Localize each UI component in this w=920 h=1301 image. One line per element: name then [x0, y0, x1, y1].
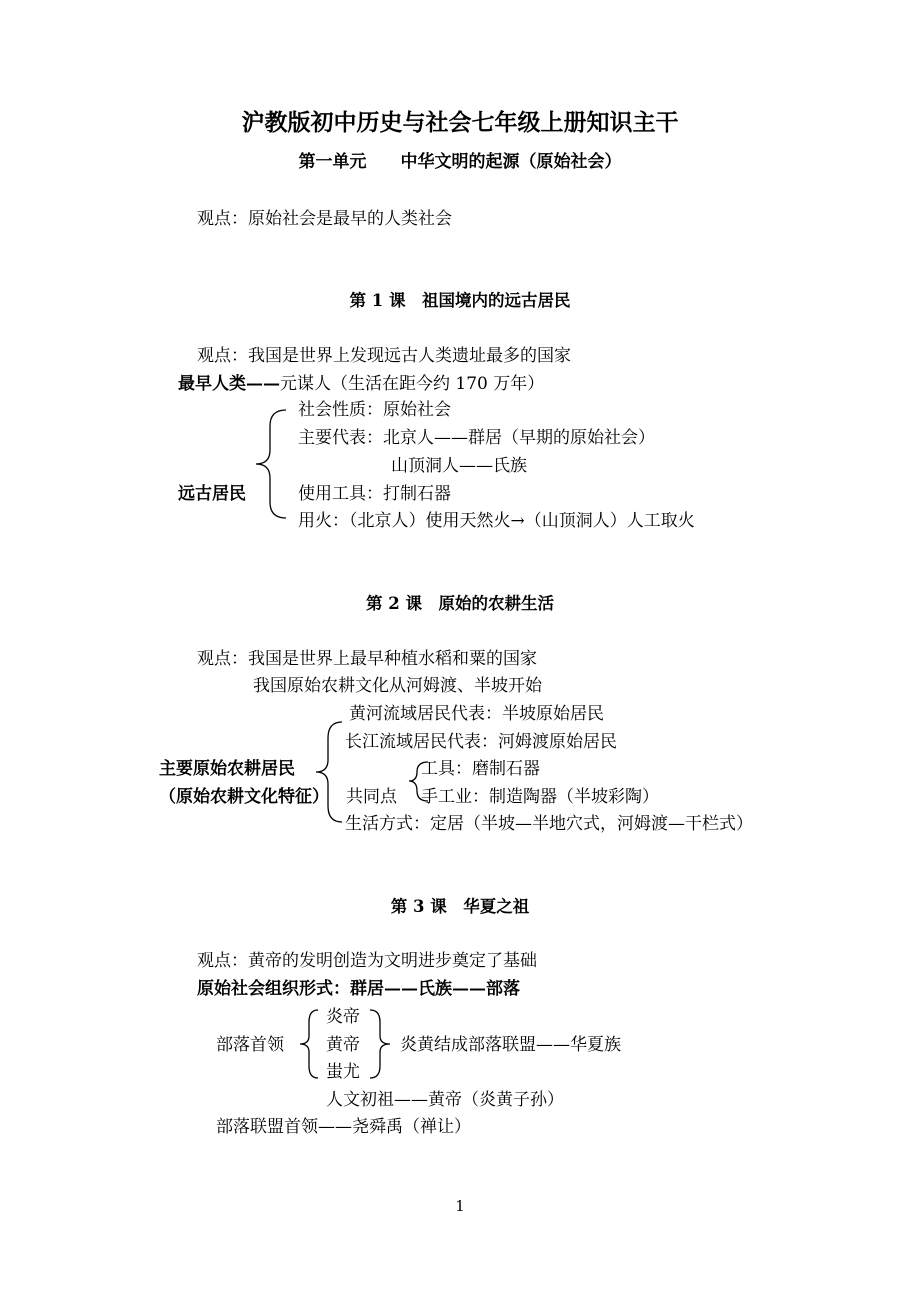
- l3-leader-yandi: 炎帝: [326, 1007, 360, 1027]
- lesson-1-title: 第 1 课 祖国境内的远古居民: [349, 291, 571, 310]
- lesson-3-viewpoint: 观点：黄帝的发明创造为文明进步奠定了基础: [197, 951, 537, 971]
- l3-alliance: 炎黄结成部落联盟——华夏族: [400, 1035, 621, 1055]
- l2-group-label-2: （原始农耕文化特征）: [159, 787, 329, 807]
- l1-item-representatives: 主要代表：北京人——群居（早期的原始社会）: [298, 428, 655, 448]
- l2-changjiang: 长江流域居民代表：河姆渡原始居民: [345, 732, 617, 752]
- l2-tools: 工具：磨制石器: [421, 759, 540, 779]
- lesson-2-title: 第 2 课 原始的农耕生活: [366, 594, 554, 613]
- l3-leader-huangdi: 黄帝: [326, 1035, 360, 1055]
- lesson-2-viewpoint-2: 我国原始农耕文化从河姆渡、半坡开始: [253, 676, 542, 696]
- l3-leaders-label: 部落首领: [216, 1035, 284, 1055]
- lesson-3-title: 第 3 课 华夏之祖: [390, 897, 530, 916]
- l2-common-label: 共同点: [346, 787, 397, 807]
- l2-handicraft: 手工业：制造陶器（半坡彩陶）: [421, 787, 659, 807]
- ancient-residents-label: 远古居民: [178, 484, 246, 504]
- l2-huanghe: 黄河流域居民代表：半坡原始居民: [349, 704, 604, 724]
- l2-lifestyle: 生活方式：定居（半坡—半地穴式，河姆渡—干栏式）: [345, 814, 753, 834]
- earliest-humans-text: 元谋人（生活在距今约 170 万年）: [280, 374, 545, 394]
- unit-viewpoint: 观点：原始社会是最早的人类社会: [197, 209, 452, 229]
- l3-leader-chiyou: 蚩尤: [326, 1062, 360, 1082]
- lesson-2-viewpoint-1: 观点：我国是世界上最早种植水稻和粟的国家: [197, 649, 537, 669]
- l1-item-tools: 使用工具：打制石器: [298, 484, 451, 504]
- l1-item-fire: 用火：（北京人）使用天然火→（山顶洞人）人工取火: [298, 511, 695, 531]
- l1-item-shandingdong: 山顶洞人——氏族: [391, 456, 527, 476]
- page-number: 1: [455, 1197, 465, 1215]
- l3-alliance-leaders: 部落联盟首领——尧舜禹（禅让）: [216, 1117, 471, 1137]
- lesson-1-viewpoint: 观点：我国是世界上发现远古人类遗址最多的国家: [197, 346, 571, 366]
- l3-org-form: 原始社会组织形式：群居——氏族——部落: [197, 979, 520, 999]
- l3-ancestor: 人文初祖——黄帝（炎黄子孙）: [326, 1090, 564, 1110]
- l2-group-label-1: 主要原始农耕居民: [159, 759, 295, 779]
- document-title: 沪教版初中历史与社会七年级上册知识主干: [241, 109, 679, 136]
- earliest-humans-label: 最早人类——: [178, 374, 280, 394]
- l1-item-society: 社会性质：原始社会: [298, 400, 451, 420]
- unit-title: 第一单元 中华文明的起源（原始社会）: [298, 152, 622, 172]
